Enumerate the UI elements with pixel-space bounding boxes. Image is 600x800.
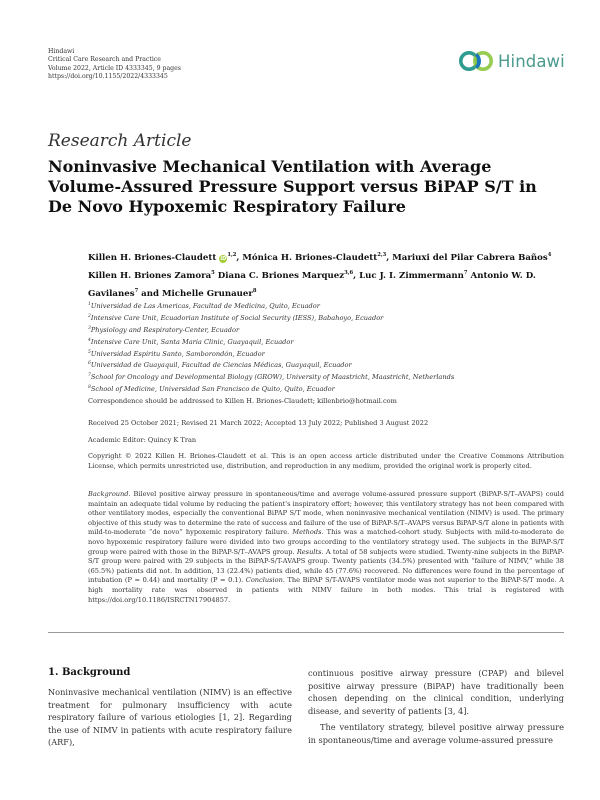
hindawi-logo-icon [458, 50, 494, 72]
section-number: 1. [48, 667, 59, 678]
affiliation-number: 7 [88, 373, 91, 379]
affiliation-text: Intensive Care Unit, Ecuadorian Institute of Social Security (IESS), Babahoyo, Ecuador [90, 314, 384, 323]
affiliation-item [88, 359, 568, 371]
orcid-icon[interactable]: iD [220, 255, 227, 262]
affiliation-text: Intensive Care Unit, Santa Maria Clinic, Guayaquil, Ecuador [90, 337, 294, 346]
abstract-section-label: Background. [88, 490, 131, 498]
affiliation-number: 3 [88, 325, 91, 331]
affiliation-item [88, 383, 568, 395]
section-heading [48, 667, 130, 678]
author-affiliation-ref: 3,6 [344, 269, 354, 276]
author-affiliation-ref: 5 [211, 269, 215, 276]
paper-title: Noninvasive Mechanical Ventilation with Average Volume-Assured Pressure Support versus BiPAP S/T in De Novo Hypoxemic Respiratory Failure [48, 157, 537, 216]
affiliation-item [88, 336, 568, 348]
article-type: Research Article [48, 131, 192, 151]
author-name: Mariuxi del Pilar Cabrera Baños [392, 252, 548, 263]
affiliation-number: 4 [88, 337, 91, 343]
body-paragraph: Noninvasive mechanical ventilation (NIMV) is an effective treatment for pulmonary insufficiency with acute respiratory failure of various etiologies [1, 2]. Regarding the use of NIMV in patients with acute respiratory failure (ARF), [48, 687, 292, 748]
publication-dates: Received 25 October 2021; Revised 21 March 2022; Accepted 13 July 2022; Published 3 August 2022 [88, 419, 429, 427]
academic-editor: Academic Editor: Quincy K Tran [88, 436, 197, 444]
author-name: Michelle Grunauer [162, 288, 253, 299]
affiliation-text: Physiology and Respiratory-Center, Ecuador [90, 325, 240, 334]
abstract [88, 490, 564, 605]
section-divider [48, 632, 564, 633]
author-affiliation-ref: 1,2 [227, 252, 237, 258]
journal-info [48, 48, 181, 82]
affiliation-item [88, 312, 568, 324]
body-paragraph: The ventilatory strategy, bilevel positive airway pressure in spontaneous/time and average volume-assured pressure [308, 722, 564, 745]
abstract-text: This was a matched-cohort study. Subjects with mild-to-moderate de novo hypoxemic respiratory failure were divided into two groups according to the ventilatory strategy used. The subjects in the BiPAP-S/T group were paired with those in the BiPAP-S/T–AVAPS group. [88, 528, 564, 556]
affiliation-text: School for Oncology and Developmental Biology (GROW), University of Maastricht, Maastricht, Netherlands [90, 373, 455, 382]
volume-line: Volume 2022, Article ID 4333345, 9 pages [48, 64, 181, 72]
affiliation-text: Universidad de Guayaquil, Facultad de Ciencias Médicas, Guayaquil, Ecuador [90, 361, 352, 370]
abstract-section-label: Results. [296, 547, 324, 556]
abstract-section-label: Methods. [292, 528, 324, 537]
publisher-name: Hindawi [48, 48, 75, 55]
author-affiliation-ref: 8 [252, 287, 257, 294]
affiliation-item [88, 324, 568, 336]
hindawi-logo[interactable] [458, 50, 565, 72]
affiliation-item [88, 348, 568, 360]
affiliation-number: 5 [88, 349, 91, 355]
affiliation-number: 1 [88, 302, 91, 307]
author-affiliation-ref: 7 [134, 287, 139, 294]
affiliation-text: School of Medicine, Universidad San Francisco de Quito, Quito, Ecuador [90, 385, 335, 394]
abstract-text: Bilevel positive airway pressure in spontaneous/time and average volume-assured pressure support (BiPAP-S/T–AVAPS) could maintain an adequate tidal volume by reducing the patient's inspiratory effort; however, this ventilatory strategy has not been compared with other ventilatory modes, especially the conventional BiPAP S/T mode, when noninvasive mechanical ventilation (NIMV) is used. The primary objective of this study was to determine the rate of success and failure of the use of BiPAP-S/T–AVAPS versus BiPAP-S/T alone in patients with mild-to-moderate “de novo” hypoxemic respiratory failure. [88, 490, 564, 537]
author-affiliation-ref: 2,3 [377, 252, 387, 258]
affiliation-text: Universidad de Las Americas, Facultad de Medicina, Quito, Ecuador [90, 302, 320, 311]
author-name: Killen H. Briones Zamora [88, 270, 212, 281]
author-affiliation-ref: 7 [463, 269, 468, 276]
affiliation-item [88, 300, 568, 312]
body-paragraph: continuous positive airway pressure (CPAP) and bilevel positive airway pressure (BiPAP) have traditionally been chosen depending on the clinical condition, underlying disease, and severity of patients [3, 4]. [308, 668, 564, 716]
doi-link[interactable]: https://doi.org/10.1155/2022/4333345 [48, 73, 168, 81]
abstract-text: The BiPAP S/T-AVAPS ventilator mode was not superior to the BiPAP-S/T mode. A high mortality rate was observed in patients with NIMV failure in both modes. This trial is registered with https://doi.org/10.1186/ISRCTN17904857. [88, 576, 564, 604]
author-name: Killen H. Briones-Claudett [88, 252, 217, 263]
author-name: Mónica H. Briones-Claudett [242, 252, 378, 263]
body-column-left [48, 686, 292, 749]
affiliation-number: 2 [88, 313, 91, 319]
abstract-section-label: Conclusion. [245, 576, 285, 585]
copyright-notice: Copyright © 2022 Killen H. Briones-Claudett et al. This is an open access article distributed under the Creative Commons Attribution License, which permits unrestricted use, distribution, and reproduction in any medium, provided the original work is properly cited. [88, 452, 564, 470]
journal-name: Critical Care Research and Practice [48, 56, 161, 64]
author-list: Killen H. Briones-Claudett iD$^{1,2}$, Mónica H. Briones-Claudett$^{2,3}$, Mariuxi del Pilar Cabrera Baños$^4$ Killen H. Briones Zamora$^5$ Diana C. Briones Marquez$^{3,6}$, Luc J. I. Zimmermann$^7$ Antonio W. D. Gavilanes$^7$ and Michelle Grunauer$^8$ [88, 252, 552, 299]
affiliation-number: 6 [88, 361, 91, 367]
author-name: Antonio W. D. Gavilanes [88, 270, 536, 299]
logo-text: Hindawi [498, 51, 565, 71]
abstract-text: A total of 58 subjects were studied. Twenty-nine subjects in the BiPAP-S/T group were paired with 29 subjects in the BiPAP-S/T-AVAPS group. Twenty patients (34.5%) presented with “failure of NIMV,” while 38 (65.5%) patients did not. In addition, 13 (22.4%) patients died, while 45 (77.6%) recovered. No differences were found in the percentage of intubation (P = 0.44) and mortality (P = 0.1). [88, 547, 564, 585]
author-name: Diana C. Briones Marquez [217, 270, 345, 281]
correspondence: Correspondence should be addressed to Killen H. Briones-Claudett; killenbrio@hotmail.com [88, 397, 397, 405]
section-title: Background [61, 667, 131, 678]
author-name: Luc J. I. Zimmermann [359, 270, 464, 281]
affiliation-number: 8 [88, 385, 91, 391]
body-column-right [308, 667, 564, 747]
affiliation-item [88, 371, 568, 383]
affiliation-list [88, 300, 568, 395]
author-affiliation-ref: 4 [547, 252, 552, 258]
affiliation-text: Universidad Espiritu Santo, Samborondón, Ecuador [90, 349, 265, 358]
